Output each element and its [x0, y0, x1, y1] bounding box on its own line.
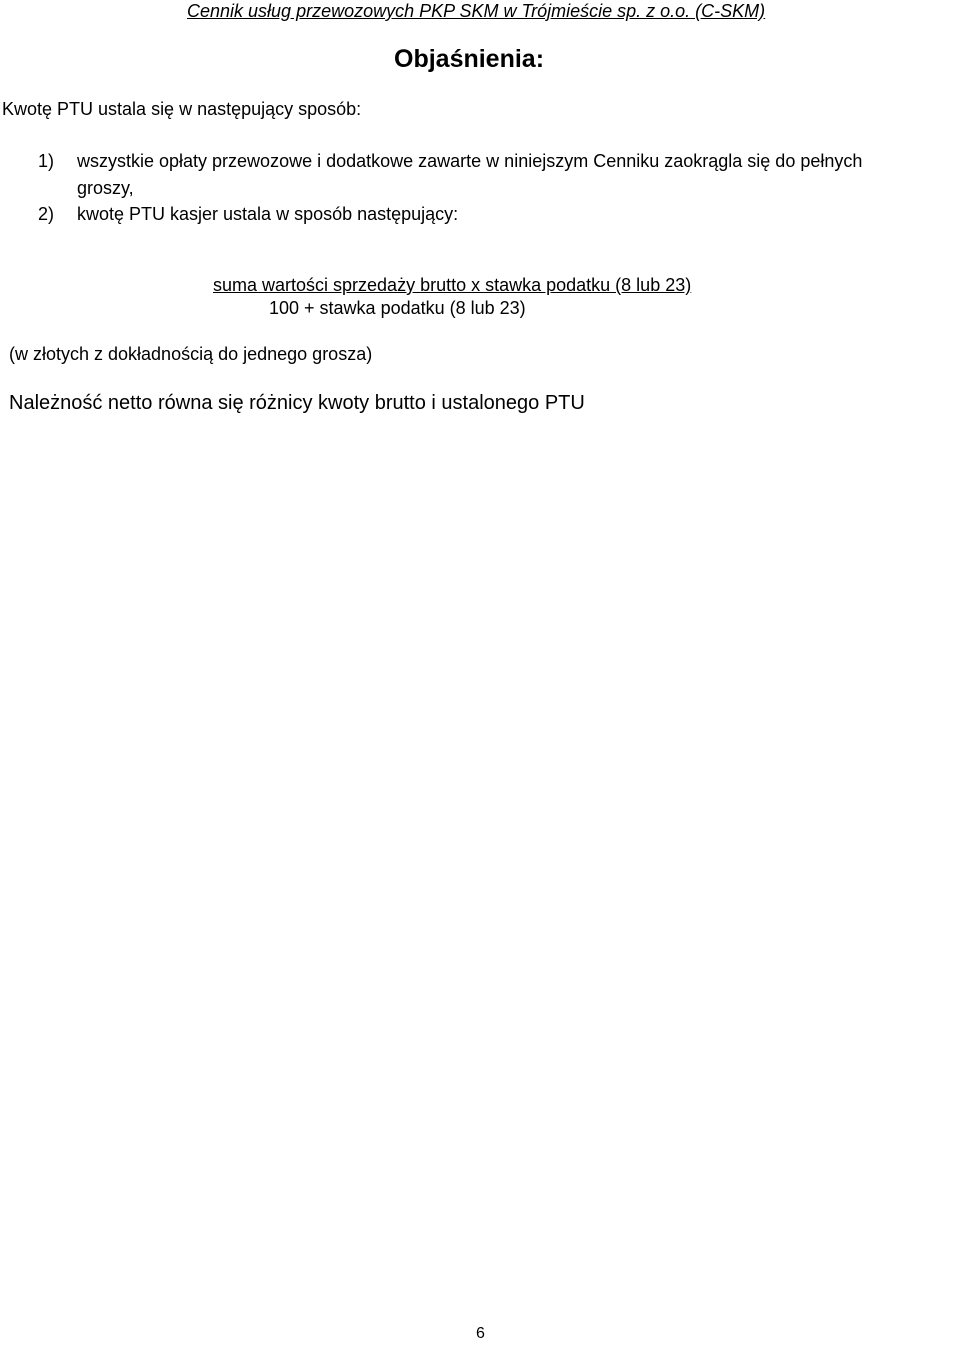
- formula-denominator: 100 + stawka podatku (8 lub 23): [269, 298, 526, 318]
- list-item-text: kwotę PTU kasjer ustala w sposób następujący:: [77, 204, 459, 224]
- net-amount-note: Należność netto równa się różnicy kwoty brutto i ustalonego PTU: [9, 392, 585, 414]
- intro-text: Kwotę PTU ustala się w następujący sposób:: [2, 99, 362, 119]
- list-item: [38, 150, 862, 172]
- running-header: Cennik usług przewozowych PKP SKM w Trójmieście sp. z o.o. (C-SKM): [187, 1, 766, 21]
- list-item: [38, 203, 458, 225]
- list-item-continuation: groszy,: [77, 178, 134, 198]
- list-item-text: wszystkie opłaty przewozowe i dodatkowe zawarte w niniejszym Cenniku zaokrągla się do pełnych: [77, 151, 863, 171]
- formula-numerator: suma wartości sprzedaży brutto x stawka podatku (8 lub 23): [213, 275, 692, 295]
- list-item-number: 1): [38, 151, 55, 171]
- page-number: 6: [476, 1325, 485, 1342]
- list-item-number: 2): [38, 204, 55, 224]
- precision-note: (w złotych z dokładnością do jednego grosza): [9, 344, 373, 364]
- section-title: Objaśnienia:: [394, 45, 545, 73]
